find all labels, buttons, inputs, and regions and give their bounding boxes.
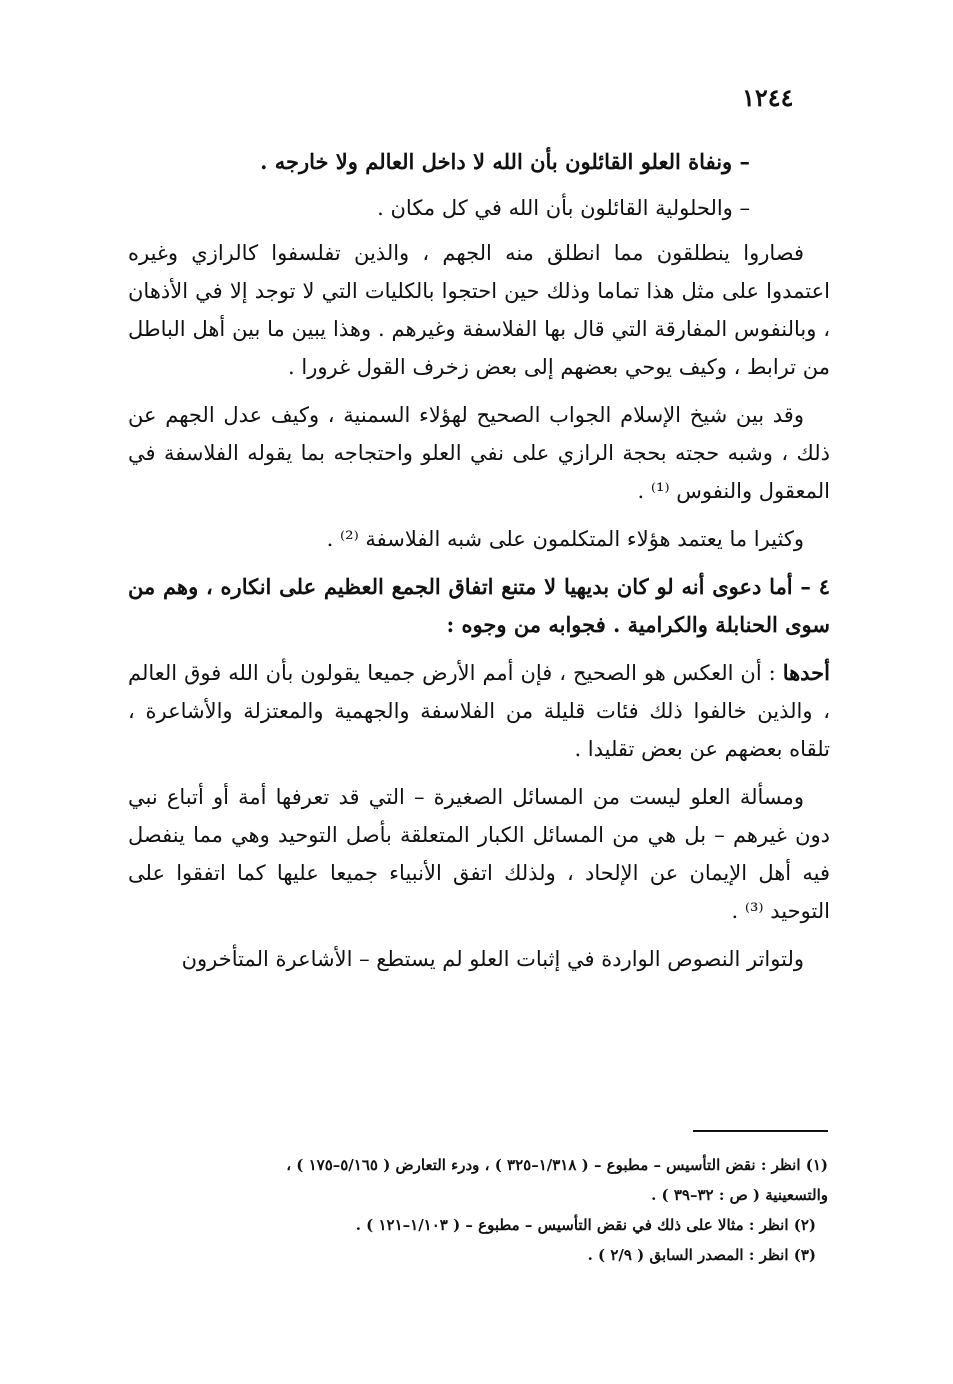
first-reply-text: : أن العكس هو الصحيح ، فإن أمم الأرض جميعا يقولون بأن الله فوق العالم ، والذين خالفوا ذلك فئات قليلة من الفلاسفة والجهمية والمعتزلة والأشاعرة ، تلقاه بعضهم عن بعض تقليدا . <box>128 661 831 761</box>
first-reply-paragraph <box>128 654 830 768</box>
footnote: (٢) انظر : مثالا على ذلك في نقض التأسيس – مطبوع – ( ١/١٠٣–١٢١ ) . <box>355 1216 816 1234</box>
paragraph: وكثيرا ما يعتمد هؤلاء المتكلمون على شبه الفلاسفة ⁽²⁾ . <box>326 527 804 551</box>
paragraph: ولتواتر النصوص الواردة في إثبات العلو لم يستطع – الأشاعرة المتأخرون <box>181 947 804 971</box>
page-number: ١٢٤٤ <box>742 83 794 112</box>
paragraph: فصاروا ينطلقون مما انطلق منه الجهم ، والذين تفلسفوا كالرازي وغيره اعتمدوا على مثل هذا تماما وذلك حين احتجوا بالكليات التي لا توجد إلا في الأذهان ، وبالنفوس المفارقة التي قال بها الفلاسفة وغيرهم . وهذا يبين ما بين أهل الباطل من ترابط ، وكيف يوحي بعضهم إلى بعض زخرف القول غرورا . <box>128 241 830 379</box>
first-reply-lead: أحدها <box>782 660 830 685</box>
footnote-divider <box>693 1130 828 1132</box>
footnote: (١) انظر : نقض التأسيس – مطبوع – ( ١/٣١٨–٣٢٥ ) ، ودرء التعارض ( ٥/١٦٥–١٧٥ ) ، <box>286 1156 828 1174</box>
bullet-item: – والحلولية القائلون بأن الله في كل مكان . <box>377 196 750 220</box>
main-text <box>128 142 830 988</box>
bullet-item: – ونفاة العلو القائلون بأن الله لا داخل العالم ولا خارجه . <box>260 149 750 174</box>
footnotes <box>128 1150 828 1270</box>
section-claim: ٤ – أما دعوى أنه لو كان بديهيا لا متنع اتفاق الجمع العظيم على انكاره ، وهم من سوى الحنابلة والكرامية . فجوابه من وجوه : <box>128 574 830 637</box>
footnote-continuation: والتسعينية ( ص : ٣٢–٣٩ ) . <box>651 1186 828 1204</box>
paragraph: وقد بين شيخ الإسلام الجواب الصحيح لهؤلاء السمنية ، وكيف عدل الجهم عن ذلك ، وشبه حجته بحجة الرازي على نفي العلو واحتجاجه بما يقوله الفلاسفة في المعقول والنفوس ⁽¹⁾ . <box>128 403 830 503</box>
footnote: (٣) انظر : المصدر السابق ( ٢/٩ ) . <box>587 1246 816 1264</box>
paragraph: ومسألة العلو ليست من المسائل الصغيرة – التي قد تعرفها أمة أو أتباع نبي دون غيرهم – بل هي من المسائل الكبار المتعلقة بأصل التوحيد وهي مما ينفصل فيه أهل الإيمان عن الإلحاد ، ولذلك اتفق الأنبياء جميعا عليها كما اتفقوا على التوحيد ⁽³⁾ . <box>128 785 830 923</box>
